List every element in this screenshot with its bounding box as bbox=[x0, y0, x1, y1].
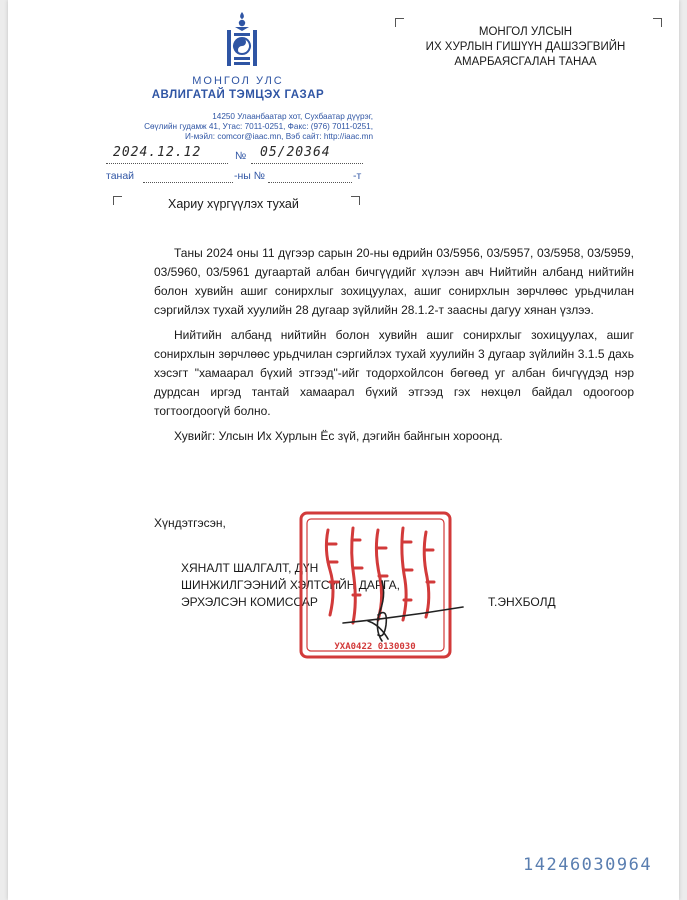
document-page bbox=[8, 0, 679, 900]
recipient-line3: АМАРБАЯСГАЛАН ТАНАА bbox=[454, 56, 597, 68]
tanai-line bbox=[143, 181, 233, 183]
body-paragraph-2: Нийтийн албанд нийтийн болон хувийн ашиг сонирхлыг зохицуулах, ашиг сонирхлын зөрчлөөс урьдчилан сэргийлэх тухай хуулийн 3 дугаар зүйлийн 3.1.5 дахь хэсэгт "хамаарал бүхий этгээд"-ийг тодорхойлсон бөгөөд уг албан бичгүүдэд нэр дурдсан иргэд тантай хамаарал бүхий этгээд гэх нөхцөл байдал одоогоор тогтоогдоогүй болно. bbox=[154, 328, 634, 418]
ny-line bbox=[268, 181, 352, 183]
sender-country: МОНГОЛ УЛС bbox=[192, 75, 284, 87]
subject-bracket-right bbox=[351, 196, 360, 205]
subject-bracket-left bbox=[113, 196, 122, 205]
letter-subject: Хариу хүргүүлэх тухай bbox=[168, 197, 299, 211]
signature-closing: Хүндэтгэсэн, bbox=[154, 516, 226, 530]
ny-label: -ны № bbox=[234, 170, 266, 182]
number-line bbox=[251, 162, 363, 164]
document-registration-number: 14246030964 bbox=[523, 855, 653, 875]
reference-number: 05/20364 bbox=[260, 145, 331, 160]
reference-no-label: № bbox=[235, 150, 247, 162]
recipient-line1: МОНГОЛ УЛСЫН bbox=[478, 26, 573, 38]
recipient-line2: ИХ ХУРЛЫН ГИШҮҮН ДАШЗЭГВИЙН bbox=[425, 41, 626, 53]
recipient-bracket-right bbox=[653, 18, 662, 27]
sender-address-line1: 14250 Улаанбаатар хот, Сухбаатар дүүрэг, bbox=[212, 112, 373, 121]
sender-address-line3: И-мэйл: comcor@iaac.mn, Вэб сайт: http://iaac.mn bbox=[185, 132, 373, 141]
recipient-block bbox=[403, 25, 648, 70]
t-label: -т bbox=[353, 170, 362, 182]
tanai-label: танай bbox=[106, 170, 135, 182]
body-paragraph-1: Таны 2024 оны 11 дүгээр сарын 20-ны өдрийн 03/5956, 03/5957, 03/5958, 03/5959, 03/5960, 03/5961 дугаартай албан бичгүүдийг хүлээн авч Нийтийн албанд нийтийн болон хувийн ашиг сонирхлыг зохицуулах, ашиг сонирхлын зөрчлөөс урьдчилан сэргийлэх тухай хуулийн 28 дугаар зүйлийн 28.1.2-т заасны дагуу хянан үзлээ. bbox=[154, 246, 634, 317]
signatory-name: Т.ЭНХБОЛД bbox=[488, 595, 556, 609]
stamp-number: УХА0422 0130030 bbox=[334, 642, 416, 652]
handwritten-signature-icon bbox=[338, 575, 468, 650]
signature-title-line1: ХЯНАЛТ ШАЛГАЛТ, ДҮН bbox=[181, 561, 319, 575]
soyombo-emblem-icon bbox=[223, 10, 261, 70]
body-copy-to: Хувийг: Улсын Их Хурлын Ёс зүй, дэгийн байнгын хороонд. bbox=[174, 429, 503, 443]
signature-title-line2: ШИНЖИЛГЭЭНИЙ ХЭЛТСИЙН ДАРГА, bbox=[181, 578, 400, 592]
sender-org-name: АВЛИГАТАЙ ТЭМЦЭХ ГАЗАР bbox=[151, 89, 325, 101]
reference-date: 2024.12.12 bbox=[113, 145, 202, 160]
date-line bbox=[106, 162, 228, 164]
signature-title-line3: ЭРХЭЛСЭН КОМИССАР bbox=[181, 595, 318, 609]
letter-body bbox=[154, 244, 634, 450]
sender-address-line2: Сөүлийн гудамж 41, Утас: 7011-0251, Факс: (976) 7011-0251, bbox=[144, 122, 373, 131]
